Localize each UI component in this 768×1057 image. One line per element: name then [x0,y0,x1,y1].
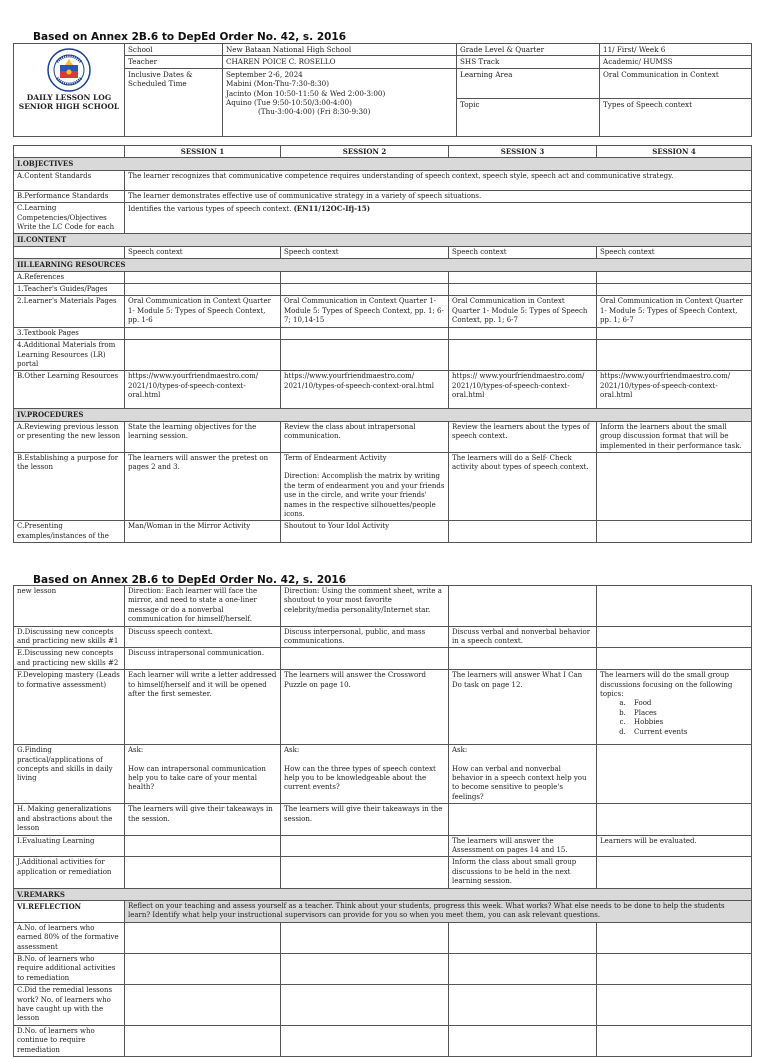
topic-value: Types of Speech context [600,98,752,136]
content-cell: Speech context [281,246,449,258]
row-label: A.Reviewing previous lesson or presenting the new lesson [14,421,125,452]
performance-standards-text: The learner demonstrates effective use of communicative strategy in a variety of speech situations. [125,190,752,202]
row-label: A.References [14,271,125,283]
resources-heading: III.LEARNING RESOURCES [14,259,752,271]
row-label: new lesson [14,586,125,627]
procedure-cell: The learners will answer the Crossword Puzzle on page 10. [281,670,449,745]
row-label: H. Making generalizations and abstractions about the lesson [14,804,125,835]
lc-code: (EN11/12OC-Ifj-15) [293,204,371,214]
track-value: Academic/ HUMSS [600,56,752,68]
lm-cell: Oral Communication in Context Quarter 1- Module 5: Types of Speech Context, pp. 1; 6-7 [449,296,597,327]
remarks-heading: V.REMARKS [14,888,752,900]
topic-item: c. Hobbies [628,718,748,727]
competency: Identifies the various types of speech context. [128,205,292,214]
question: How can the three types of speech context help you to be knowledgeable about the current events? [284,764,436,792]
lm-cell: Oral Communication in Context Quarter 1-Module 5: Types of Speech Context, pp. 1; 6-7; 10,14-15 [281,296,449,327]
procedure-cell: The learners will answer What I Can Do task on page 12. [449,670,597,745]
session-header: SESSION 4 [597,146,752,158]
topics-list [600,699,748,737]
procedure-cell: Direction: Using the comment sheet, write a shoutout to your most favorite celebrity/media personality/Internet star. [281,586,449,627]
row-label: 4.Additional Materials from Learning Resources (LR) portal [14,340,125,371]
topic-item: d. Current events [628,728,748,737]
area-value: Oral Communication in Context [600,68,752,98]
competencies-text [125,203,752,234]
row-label: I.Evaluating Learning [14,835,125,857]
url-cell: https://www.yourfriendmaestro.com/ 2021/10/types-of-speech-context-oral.html [125,371,281,409]
teacher-value: CHAREN POICE C. ROSELLO [223,56,457,68]
procedure-cell: Inform the learners about the small group discussion format that will be implemented in their performance task. [597,421,752,452]
procedure-cell: The learners will answer the pretest on pages 2 and 3. [125,452,281,520]
topic-label: Topic [457,98,600,136]
question: How can verbal and nonverbal behavior in a speech context help you to become sensitive to people's feelings? [452,764,587,801]
page-2 [0,566,768,1054]
row-label: D.Discussing new concepts and practicing new skills #1 [14,626,125,648]
lesson-table-page-1 [13,145,752,543]
procedure-cell: Each learner will write a letter addressed to himself/herself and it will be opened after the first semester. [125,670,281,745]
dates-line: Jacinto (Mon 10:50-11:50 & Wed 2:00-3:00) [226,88,386,98]
procedure-cell [597,626,752,648]
ask-label: Ask: [128,746,144,755]
dates-line: September 2-6, 2024 [226,69,303,79]
procedure-cell: Discuss verbal and nonverbal behavior in a speech context. [449,626,597,648]
dates-line: Aquino (Tue 9:50-10:50/3:00-4:00) [226,98,352,108]
session-header: SESSION 1 [125,146,281,158]
school-value: New Bataan National High School [223,44,457,56]
reflection-text: Reflect on your teaching and assess yourself as a teacher. Think about your students, progress this week. What works? What else needs to be done to help the students learn? Identify what help your instructional supervisors can provide for you so when you meet them, you can ask relevant questions. [125,900,752,922]
activity-title: Term of Endearment Activity [284,453,387,462]
procedure-cell [449,648,597,670]
reflection-heading: VI.REFLECTION [14,900,125,922]
row-label: 2.Learner's Materials Pages [14,296,125,327]
procedure-cell [281,745,449,804]
ask-label: Ask: [452,746,468,755]
procedure-cell: State the learning objectives for the learning session. [125,421,281,452]
procedure-cell: Discuss intrapersonal communication. [125,648,281,670]
dates-line: Mabini (Mon-Thu-7:30-8:30) [226,79,330,89]
school-seal-cell [14,44,125,137]
row-label: B.Performance Standards [14,190,125,202]
session-header: SESSION 2 [281,146,449,158]
procedure-cell: Direction: Each learner will face the mirror, and need to state a one-liner message or do a nonverbal communication for himself/herself. [125,586,281,627]
area-label: Learning Area [457,68,600,98]
row-label: D.No. of learners who continue to require remediation [14,1025,125,1056]
row-label: A.Content Standards [14,170,125,190]
procedure-cell: The learners will give their takeaways in the session. [281,804,449,835]
header-table [13,43,752,137]
procedure-cell: The learners will answer the Assessment on pages 14 and 15. [449,835,597,857]
row-label: 3.Textbook Pages [14,327,125,339]
procedure-cell [281,452,449,520]
procedure-cell: Review the class about intrapersonal communication. [281,421,449,452]
procedure-cell: Inform the class about small group discussions to be held in the next learning session. [449,857,597,888]
session-header: SESSION 3 [449,146,597,158]
content-cell: Speech context [449,246,597,258]
row-label: B.No. of learners who require additional activities to remediation [14,953,125,984]
row-label: J.Additional activities for application or remediation [14,857,125,888]
content-cell: Speech context [597,246,752,258]
deped-seal-icon [47,48,91,92]
procedure-cell: Shoutout to Your Idol Activity [281,521,449,543]
school-label: School [125,44,223,56]
topics-intro: The learners will do the small group discussions focusing on the following topics: [600,671,733,699]
topic-item: a. Food [628,699,748,708]
procedure-cell [597,452,752,520]
procedure-cell: Learners will be evaluated. [597,835,752,857]
grade-label: Grade Level & Quarter [457,44,600,56]
row-label: B.Establishing a purpose for the lesson [14,452,125,520]
question: How can intrapersonal communication help you to take care of your mental health? [128,764,266,792]
procedure-cell: Review the learners about the types of speech context. [449,421,597,452]
grade-value: 11/ First/ Week 6 [600,44,752,56]
procedure-cell [597,648,752,670]
dates-value [223,68,457,136]
procedure-cell: Discuss speech context. [125,626,281,648]
annex-title: Based on Annex 2B.6 to DepEd Order No. 42, s. 2016 [33,574,347,586]
row-label: G.Finding practical/applications of concepts and skills in daily living [14,745,125,804]
url-cell: https://www.yourfriendmaestro.com/ 2021/10/types-of-speech-context-oral.html [281,371,449,409]
procedure-cell: Man/Woman in the Mirror Activity [125,521,281,543]
dates-label: Inclusive Dates & Scheduled Time [125,68,223,136]
procedures-heading: IV.PROCEDURES [14,409,752,421]
procedure-cell: The learners will give their takeaways in the session. [125,804,281,835]
row-label: C.Presenting examples/instances of the [14,521,125,543]
procedure-cell [125,745,281,804]
procedure-cell [449,745,597,804]
content-heading: II.CONTENT [14,234,752,246]
row-label: C.Learning Competencies/Objectives Write the LC Code for each [14,203,125,234]
lm-cell: Oral Communication in Context Quarter 1- Module 5: Types of Speech Context, pp. 1; 6-7 [597,296,752,327]
procedure-cell: The learners will do a Self- Check activity about types of speech context. [449,452,597,520]
content-standards-text: The learner recognizes that communicative competence requires understanding of speech context, speech style, speech act and communicative strategy. [125,170,752,190]
row-label: E.Discussing new concepts and practicing new skills #2 [14,648,125,670]
dates-line: (Thu-3:00-4:00) (Fri 8:30-9:30) [258,107,371,117]
teacher-label: Teacher [125,56,223,68]
dll-title: DAILY LESSON LOG [26,93,112,102]
ask-label: Ask: [284,746,300,755]
url-cell: https://www.yourfriendmaestro.com/ 2021/10/types-of-speech-context-oral.html [597,371,752,409]
content-cell: Speech context [125,246,281,258]
row-label: B.Other Learning Resources [14,371,125,409]
lm-cell: Oral Communication in Context Quarter 1- Module 5: Types of Speech Context, pp. 1-6 [125,296,281,327]
row-label: F.Developing mastery (Leads to formative assessment) [14,670,125,745]
activity-direction: Direction: Accomplish the matrix by writing the term of endearment you and your friends use in the circle, and write your friends' names in the respective silhouettes/people icons. [284,472,445,518]
row-label: A.No. of learners who earned 80% of the formative assessment [14,922,125,953]
procedure-cell: Discuss interpersonal, public, and mass communications. [281,626,449,648]
topic-item: b. Places [628,709,748,718]
lesson-table-page-2 [13,585,752,1057]
row-label: 1.Teacher's Guides/Pages [14,284,125,296]
school-level: SENIOR HIGH SCHOOL [18,102,120,111]
track-label: SHS Track [457,56,600,68]
url-cell: https:// www.yourfriendmaestro.com/ 2021/10/types-of-speech-context-oral.html [449,371,597,409]
row-label: C.Did the remedial lessons work? No. of learners who have caught up with the lesson [14,985,125,1026]
annex-title: Based on Annex 2B.6 to DepEd Order No. 42, s. 2016 [33,31,347,43]
procedure-cell [597,670,752,745]
objectives-heading: I.OBJECTIVES [14,158,752,170]
procedure-cell [281,648,449,670]
